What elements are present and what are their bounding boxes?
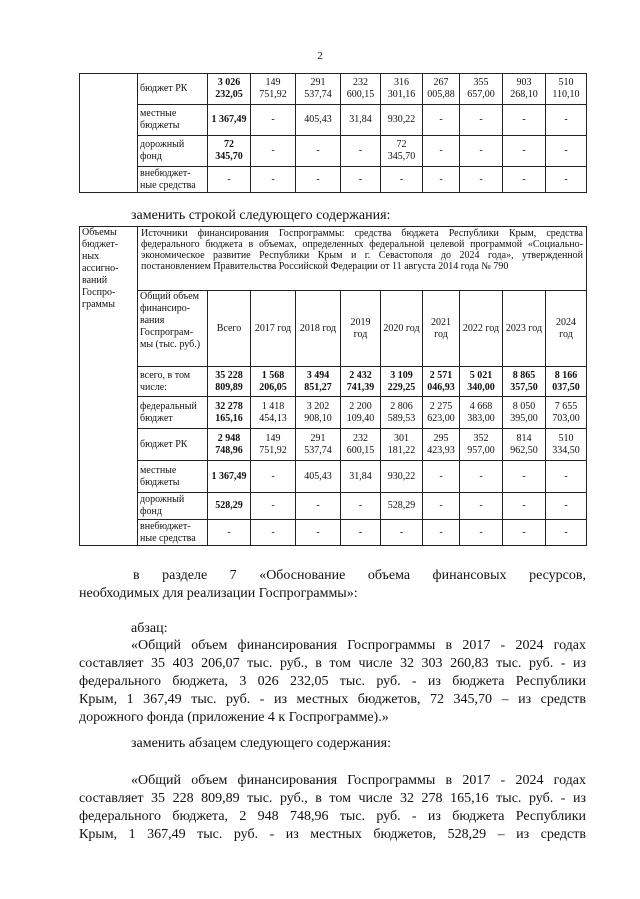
text-line: федерального бюджета, 2 948 748,96 тыс. руб. - из бюджета Республики — [79, 809, 586, 824]
table-cell: - — [251, 136, 296, 167]
table-cell: 2 432 741,39 — [341, 367, 381, 397]
table-cell: - — [503, 136, 546, 167]
new-funding-table — [79, 226, 587, 546]
text-line: составляет 35 228 809,89 тыс. руб., в том числе 32 278 165,16 тыс. руб. - из — [79, 791, 586, 806]
section-line-2: необходимых для реализации Госпрограммы»: — [79, 586, 358, 601]
table-cell: - — [423, 105, 460, 136]
row-label: дорожный фонд — [138, 493, 208, 520]
row-header: Объемы бюджет-ных ассигно-ваний Госпро-граммы — [80, 227, 138, 546]
column-header: 2019 год — [341, 291, 381, 367]
row-label: дорожный фонд — [138, 136, 208, 167]
table-cell: 232 600,15 — [341, 74, 381, 105]
table-cell: - — [423, 136, 460, 167]
column-header: 2017 год — [251, 291, 296, 367]
table-cell: - — [341, 167, 381, 193]
table-cell: - — [423, 167, 460, 193]
table-cell: - — [341, 493, 381, 520]
table-row — [80, 520, 587, 546]
table-cell: 72 345,70 — [208, 136, 251, 167]
table-cell: - — [251, 105, 296, 136]
table-cell: - — [460, 105, 503, 136]
table-cell: - — [460, 167, 503, 193]
table-cell: - — [423, 493, 460, 520]
table-cell: - — [503, 105, 546, 136]
table-row — [80, 429, 587, 461]
table-cell: - — [251, 461, 296, 493]
table-cell: - — [546, 136, 587, 167]
table-cell: 3 026 232,05 — [208, 74, 251, 105]
table-cell: - — [423, 520, 460, 546]
table-cell: - — [546, 520, 587, 546]
table-row — [80, 493, 587, 520]
row-label: федеральный бюджет — [138, 397, 208, 429]
table-cell: - — [460, 136, 503, 167]
table-cell: 8 166 037,50 — [546, 367, 587, 397]
table-cell: 8 050 395,00 — [503, 397, 546, 429]
column-header: 2022 год — [460, 291, 503, 367]
table-cell: - — [296, 493, 341, 520]
page-number: 2 — [317, 50, 323, 62]
table-cell: 2 200 109,40 — [341, 397, 381, 429]
text-line: федерального бюджета, 3 026 232,05 тыс. руб. - из бюджета Республики — [79, 674, 586, 689]
table-cell: 31,84 — [341, 105, 381, 136]
table-row — [80, 461, 587, 493]
column-header: 2024 год — [546, 291, 587, 367]
table-cell: - — [503, 461, 546, 493]
row-label: бюджет РК — [138, 74, 208, 105]
table-row — [80, 367, 587, 397]
table-cell: 2 806 589,53 — [381, 397, 423, 429]
table-cell: 510 110,10 — [546, 74, 587, 105]
table-cell: 32 278 165,16 — [208, 397, 251, 429]
table-cell: 405,43 — [296, 461, 341, 493]
paragraph-label: абзац: — [131, 621, 168, 636]
table-header-row — [80, 291, 587, 367]
table-cell: 405,43 — [296, 105, 341, 136]
table-cell: 1 367,49 — [208, 105, 251, 136]
table-cell: 355 657,00 — [460, 74, 503, 105]
table-cell: - — [460, 520, 503, 546]
column-header-label: Общий объем финансиро-вания Госпрограм-мы (тыс. руб.) — [138, 291, 208, 367]
table-cell: 7 655 703,00 — [546, 397, 587, 429]
table-row — [80, 105, 587, 136]
table-cell: - — [251, 167, 296, 193]
table-cell: 814 962,50 — [503, 429, 546, 461]
table-cell: - — [341, 136, 381, 167]
table-cell: 930,22 — [381, 105, 423, 136]
row-label: всего, в том числе: — [138, 367, 208, 397]
table-cell: 528,29 — [381, 493, 423, 520]
text-line: «Общий объем финансирования Госпрограммы в 2017 - 2024 годах — [131, 773, 586, 788]
table-row — [80, 74, 587, 105]
table-cell: 903 268,10 — [503, 74, 546, 105]
table-cell: 31,84 — [341, 461, 381, 493]
table-cell: - — [423, 461, 460, 493]
row-label: внебюджет-ные средства — [138, 167, 208, 193]
table-cell: 301 181,22 — [381, 429, 423, 461]
section-line-1: в разделе 7 «Обоснование объема финансовых ресурсов, — [133, 568, 586, 583]
table-cell: 2 571 046,93 — [423, 367, 460, 397]
replace-paragraph-instruction: заменить абзацем следующего содержания: — [131, 736, 391, 751]
table-cell: 930,22 — [381, 461, 423, 493]
row-label: местные бюджеты — [138, 105, 208, 136]
table-cell: - — [381, 520, 423, 546]
table-cell: 1 418 454,13 — [251, 397, 296, 429]
table-cell: 8 865 357,50 — [503, 367, 546, 397]
table-cell: 35 228 809,89 — [208, 367, 251, 397]
table-cell: 316 301,16 — [381, 74, 423, 105]
old-funding-table — [79, 73, 587, 193]
empty-header-cell — [80, 74, 138, 193]
table-cell: - — [546, 105, 587, 136]
table-cell: 3 202 908,10 — [296, 397, 341, 429]
table-cell: - — [251, 520, 296, 546]
column-header: 2021 год — [423, 291, 460, 367]
text-line: составляет 35 403 206,07 тыс. руб., в том числе 32 303 260,83 тыс. руб. - из — [79, 656, 586, 671]
table-cell: - — [503, 520, 546, 546]
table-cell: - — [503, 493, 546, 520]
table-cell: - — [546, 167, 587, 193]
table-cell: 149 751,92 — [251, 429, 296, 461]
funding-sources-text: Источники финансирования Госпрограммы: средства бюджета Республики Крым, средства федерального бюджета в объемах, определенных федеральной целевой программой «Социально-экономическое развитие Республики Крым и г. Севастополя до 2024 года», утвержденной постановлением Правительства Российской Федерации от 11 августа 2014 года № 790 — [138, 227, 587, 291]
table-row — [80, 136, 587, 167]
column-header: Всего — [208, 291, 251, 367]
row-label: местные бюджеты — [138, 461, 208, 493]
table-cell: 149 751,92 — [251, 74, 296, 105]
table-cell: 291 537,74 — [296, 429, 341, 461]
table-cell: 267 005,88 — [423, 74, 460, 105]
replace-row-instruction: заменить строкой следующего содержания: — [131, 208, 391, 223]
table-cell: 232 600,15 — [341, 429, 381, 461]
table-cell: 2 948 748,96 — [208, 429, 251, 461]
table-cell: - — [460, 493, 503, 520]
row-label: внебюджет-ные средства — [138, 520, 208, 546]
table-cell: - — [251, 493, 296, 520]
table-cell: - — [460, 461, 503, 493]
text-line: Крым, 1 367,49 тыс. руб. - из местных бюджетов, 528,29 – из средств — [79, 827, 586, 842]
table-row — [80, 167, 587, 193]
table-cell: 1 367,49 — [208, 461, 251, 493]
table-cell: - — [296, 136, 341, 167]
table-cell: 2 275 623,00 — [423, 397, 460, 429]
table-cell: 3 494 851,27 — [296, 367, 341, 397]
row-label: бюджет РК — [138, 429, 208, 461]
table-cell: 1 568 206,05 — [251, 367, 296, 397]
table-cell: - — [503, 167, 546, 193]
table-cell: 3 109 229,25 — [381, 367, 423, 397]
table-cell: - — [296, 167, 341, 193]
table-cell: 4 668 383,00 — [460, 397, 503, 429]
table-cell: - — [546, 461, 587, 493]
table-cell: 5 021 340,00 — [460, 367, 503, 397]
table-cell: 510 334,50 — [546, 429, 587, 461]
table-cell: - — [208, 167, 251, 193]
text-line: «Общий объем финансирования Госпрограммы в 2017 - 2024 годах — [131, 638, 586, 653]
text-line: дорожного фонда (приложение 4 к Госпрограмме).» — [79, 710, 389, 725]
table-cell: 352 957,00 — [460, 429, 503, 461]
table-cell: - — [341, 520, 381, 546]
column-header: 2018 год — [296, 291, 341, 367]
table-cell: 72 345,70 — [381, 136, 423, 167]
text-line: Крым, 1 367,49 тыс. руб. - из местных бюджетов, 72 345,70 – из средств — [79, 692, 586, 707]
column-header: 2020 год — [381, 291, 423, 367]
table-row — [80, 227, 587, 291]
table-cell: 528,29 — [208, 493, 251, 520]
table-cell: - — [208, 520, 251, 546]
table-cell: - — [381, 167, 423, 193]
table-cell: - — [546, 493, 587, 520]
table-cell: - — [296, 520, 341, 546]
column-header: 2023 год — [503, 291, 546, 367]
table-row — [80, 397, 587, 429]
table-cell: 291 537,74 — [296, 74, 341, 105]
table-cell: 295 423,93 — [423, 429, 460, 461]
